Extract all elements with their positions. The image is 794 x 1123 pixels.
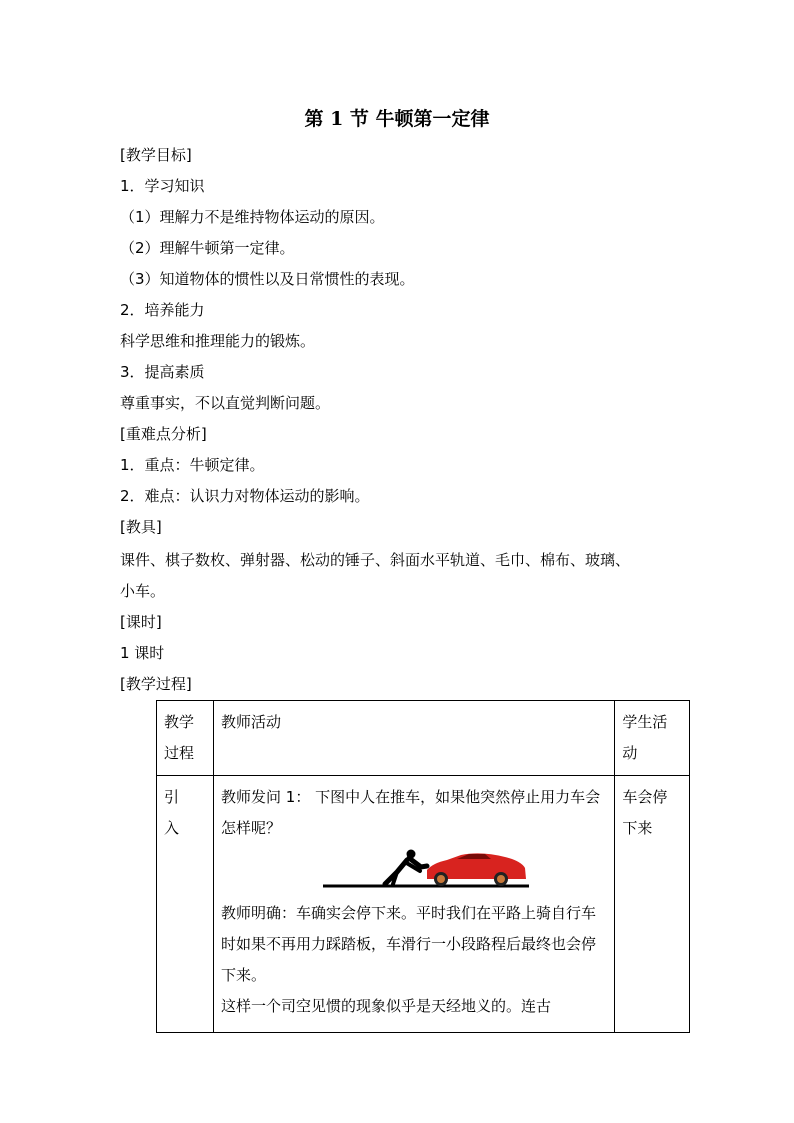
- difficult-point: 2．难点：认识力对物体运动的影响。: [120, 487, 370, 505]
- tools-text-2: 小车。: [120, 582, 166, 600]
- objective-item-2: （2）理解牛顿第一定律。: [120, 239, 295, 257]
- objective-heading-quality: 3．提高素质: [120, 363, 205, 381]
- stage-cell: 引 入: [157, 776, 214, 1033]
- section-heading-process: [教学过程]: [120, 675, 192, 693]
- objective-item-3: （3）知道物体的惯性以及日常惯性的表现。: [120, 270, 415, 288]
- objective-heading-ability: 2．培养能力: [120, 301, 205, 319]
- key-point: 1．重点：牛顿定律。: [120, 456, 265, 474]
- teacher-clarify: 教师明确：车确实会停下来。平时我们在平路上骑自行车时如果不再用力踩踏板，车滑行一小段路程后最终也会停下来。: [221, 904, 597, 984]
- teacher-question: 教师发问 1： 下图中人在推车，如果他突然停止用力车会怎样呢？: [221, 788, 601, 837]
- table-row: [157, 776, 690, 1033]
- student-cell: 车会停下来: [615, 776, 690, 1033]
- section-heading-tools: [教具]: [120, 518, 162, 536]
- teacher-cell: [214, 776, 615, 1033]
- table-header-row: [157, 701, 690, 776]
- objective-heading-knowledge: 1．学习知识: [120, 177, 205, 195]
- objective-item-1: （1）理解力不是维持物体运动的原因。: [120, 208, 385, 226]
- teacher-continue: 这样一个司空见惯的现象似乎是天经地义的。连古: [221, 997, 552, 1015]
- section-heading-hours: [课时]: [120, 613, 162, 631]
- header-teacher: 教师活动: [214, 701, 615, 776]
- header-stage: 教学过程: [157, 701, 214, 776]
- section-heading-key-points: [重难点分析]: [120, 425, 207, 443]
- push-car-illustration: [321, 848, 531, 892]
- ability-text: 科学思维和推理能力的锻炼。: [120, 332, 316, 350]
- tools-text-1: 课件、棋子数枚、弹射器、松动的锤子、斜面水平轨道、毛巾、棉布、玻璃、: [120, 551, 631, 569]
- quality-text: 尊重事实，不以直觉判断问题。: [120, 394, 331, 412]
- hours-text: 1 课时: [120, 644, 165, 662]
- page-title: 第 1 节 牛顿第一定律: [304, 108, 490, 130]
- section-heading-objectives: [教学目标]: [120, 146, 192, 164]
- process-table: [156, 700, 690, 1033]
- header-student: 学生活动: [615, 701, 690, 776]
